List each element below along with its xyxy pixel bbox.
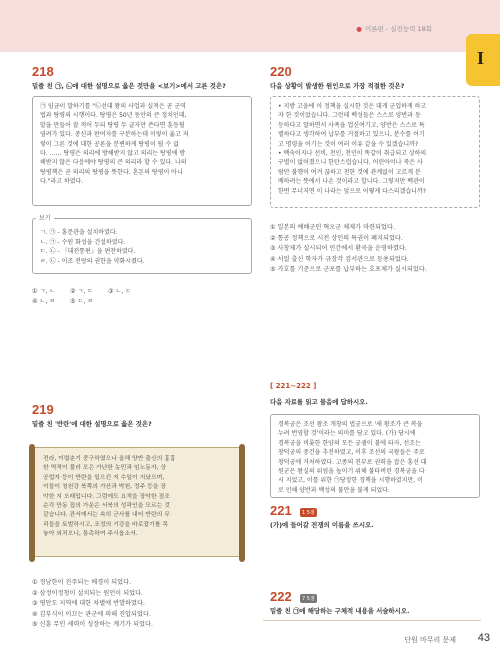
question-218-number: 218 <box>32 64 54 79</box>
question-219-number: 219 <box>32 402 54 417</box>
question-219-text: 밑줄 친 '반란'에 대한 설명으로 옳은 것은? <box>32 420 152 428</box>
option-3[interactable]: ③ 평안도 지역에 대한 차별에 반발하였다. <box>32 600 145 608</box>
question-222-badge: 7 5점 <box>302 596 315 602</box>
question-220-text: 다음 상황이 발생한 원인으로 가장 적절한 것은? <box>270 82 405 90</box>
page-number: 43 <box>477 632 490 644</box>
option-4[interactable]: ④ 김부식이 이끄는 관군에 의해 진압되었다. <box>32 610 151 618</box>
option-2[interactable]: ② 삼정이정청이 설치되는 원인이 되었다. <box>32 589 144 597</box>
scroll-rod-right <box>239 444 245 562</box>
option-2[interactable]: ② 통공 정책으로 시전 상인의 특권이 폐지되었다. <box>270 234 403 242</box>
bogi-label: 보기 <box>36 214 54 224</box>
option-4[interactable]: ④ ㄴ, ㄹ <box>32 298 56 305</box>
question-218-options <box>32 287 146 307</box>
option-5[interactable]: ⑤ ㄷ, ㄹ <box>70 298 94 305</box>
option-3[interactable]: ③ ㄴ, ㄷ <box>108 288 132 295</box>
question-219-passage-scroll <box>32 447 242 557</box>
question-222-text: 밑줄 친 ㉠에 해당하는 구체적 내용을 서술하시오. <box>270 607 410 615</box>
scroll-rod-left <box>29 444 35 562</box>
chapter-label: I <box>477 48 485 68</box>
option-1[interactable]: ① ㄱ, ㄴ <box>32 288 56 295</box>
question-219-passage: 전라, 이렵춘기 중구하였으나 올해 양반 출신의 흉흉 한 역적이 불러 모은 가난한 농민과 임노동자, 상 공업자 등이 반란을 일으킨 지 수일이 지났으며, 이들이 청천강 북쪽의 가산과 박천, 정주 등을 장 악한 지 오래입니다. 그럼에도 요적을 장악한 점조 순각 만동 집의 가운은 서북의 성곽인을 모르는 것 같습니다. 관서에서는 속히 군사를 내어 반란의 무 리들을 토벌하시고, 조정의 기강을 바로잡기를 목 놓아 외치오니, 통촉하여 주시옵소서. <box>43 456 176 538</box>
question-221-badge: 1 5점 <box>302 510 315 516</box>
question-222-number: 222 <box>270 589 292 604</box>
option-2[interactable]: ② ㄱ, ㄷ <box>70 288 94 295</box>
option-3[interactable]: ③ 사창제가 실시되어 민간에서 환곡을 운영하였다. <box>270 245 407 253</box>
question-220-options <box>270 223 427 276</box>
question-218-text: 밑줄 친 ㉠, ㉡에 대한 설명으로 옳은 것만을 <보기>에서 고른 것은? <box>32 82 226 90</box>
question-218-passage: ㉠ 임금이 말하기를 "㉡선대 왕의 사업과 실적은 곧 군역 법과 탕평의 시행이다. 탕평은 50년 동안의 큰 정치인데, 말을 만들어 잘 적어 두되 탕평 두 글자만 쓴다면 훈동될 염려가 있다. 중신과 판여자를 구분하는데 이렇이 옳고 저 렇이 그른 것에 대한 공론을 분변하게 탕평이 될 수 없 다. …… 탕평은 의리에 방해받지 않고 의리는 탕평에 방 해받지 않은 다음에야 탕평의 큰 의리라 할 수 있다. 나의 탕평책은 곧 의리의 탕평을 뜻한다. 혼돈의 탕평이 아니 다."라고 하였다. <box>32 96 252 206</box>
question-221-number: 221 <box>270 503 292 518</box>
chapter-tab[interactable] <box>466 34 500 86</box>
footer-title: 단원 마무리 문제 <box>404 636 456 644</box>
q221-222-passage: 경복궁은 조선 왕조 개창의 법궁으로 '새 왕조가 큰 복을 누려 번영할 것'이라는 의미를 담고 있다. (가) 당시에 경복궁을 비롯한 한양의 모든 궁궐이 불에 타자, 선조는 창덕궁의 중건을 추진하였고, 이후 조선의 국왕들은 주로 창덕궁에 거처하였다. 고종의 친부로 권력을 잡은 흥선 대 원군은 왕실의 위엄을 높이기 위해 불타버린 경복궁을 다 시 지었고, 이를 위한 ㉠당장한 정책을 시행하였지만, 이 로 인해 양반과 백성의 불만을 불게 되었다. <box>270 414 480 498</box>
option-1[interactable]: ① 정남한이 진주되는 배경이 되었다. <box>32 579 132 586</box>
question-219-options <box>32 578 153 631</box>
question-221-text: (가)에 들어갈 전쟁의 이름을 쓰시오. <box>270 521 374 529</box>
option-5[interactable]: ⑤ 신흥 무인 세력이 성장하는 계기가 되었다. <box>32 621 153 629</box>
question-range-label: [ 221~222 ] <box>270 382 317 390</box>
breadcrumb: ● 이론편 - 실전능력 18회 <box>356 25 432 33</box>
option-1[interactable]: ① 일본의 예배군인 혁오군 체제가 마련되었다. <box>270 224 395 231</box>
footer-divider <box>263 620 481 621</box>
question-220-number: 220 <box>270 64 292 79</box>
option-4[interactable]: ④ 서얼 출신 학자가 규장각 검서관으로 등용되었다. <box>270 255 409 263</box>
top-band <box>0 0 500 52</box>
option-5[interactable]: ⑤ 가호를 기준으로 군포를 납부하는 호포제가 실시되었다. <box>270 266 427 274</box>
question-220-passage: • 지방 고을에 이 정책을 실시한 것은 대개 군입하게 하고 자 한 것이었습니다. 그런데 백성들은 스스로 양반과 동 등하다고 말하면서 사족을 업신여기고, 양반은 스스로 특 별하다고 생각하여 납부를 거절하고 있으니, 분수를 어기 고 명령을 어기는 것이 여러 이유 같을 수 있겠습니까? • 백숙이지나 선비, 천인, 천민이 똑같이 취급되고 상하의 구별이 없어졌으니 한탄스럽습니다. 어린아이나 죽은 사 람만 불행이 여겨 끊하고 천한 것에 관계없이 고르게 분 배하려는 뜻에서 나온 것이라고 합니다. 그렇지만 백관이 한번 무너지면 이 나라는 앞으로 어떻게 다스리겠습니까? <box>270 96 480 208</box>
question-218-bogi: 보기 ㄱ. ㉠ - 홍문관을 설치하였다. ㄴ. ㉠ - 수원 화성을 건설하였다. ㄷ. ㉡ - 『대전통편』을 편찬하였다. ㄹ. ㉡ - 이조 전랑의 권한을 약화시켰다. <box>32 218 252 274</box>
q221-222-intro: 다음 자료를 읽고 물음에 답하시오. <box>270 398 368 406</box>
